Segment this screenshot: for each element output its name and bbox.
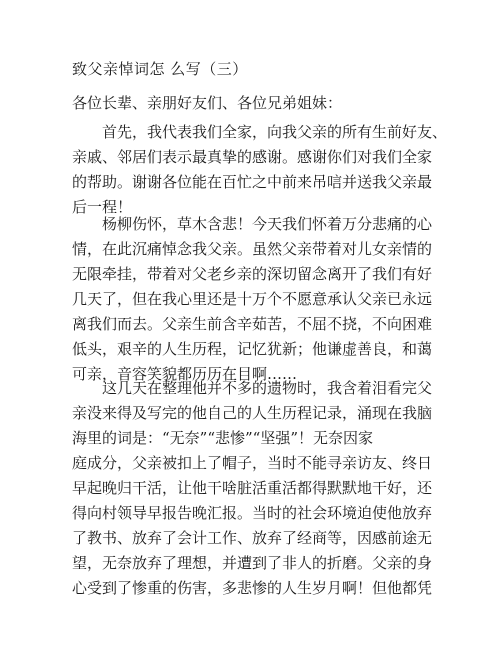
paragraph-line: 首先，我代表我们全家，向我父亲的所有生前好友、 xyxy=(102,123,448,141)
paragraph-line: 的帮助。谢谢各位能在百忙之中前来吊唁并送我父亲最 xyxy=(72,173,433,191)
paragraph-line: 离我们而去。父亲生前含辛茹苦，不屈不挠，不向困难 xyxy=(72,315,433,333)
paragraph-line: 后一程！ xyxy=(72,198,133,216)
paragraph-line: 海里的词是：“无奈”“悲惨”“坚强”！无奈因家 xyxy=(72,429,374,447)
paragraph-2 xyxy=(72,212,432,387)
paragraph-line: 几天了，但在我心里还是十万个不愿意承认父亲已永远 xyxy=(72,290,433,308)
paragraph-line: 望，无奈放弃了理想，并遭到了非人的折磨。父亲的身 xyxy=(72,554,433,572)
paragraph-line: 了教书、放弃了会计工作、放弃了经商等，因感前途无 xyxy=(72,529,433,547)
paragraph-line: 亲戚、邻居们表示最真挚的感谢。感谢你们对我们全家 xyxy=(72,148,433,166)
document-title: 致父亲悼词怎 么写（三） xyxy=(72,60,248,78)
paragraph-line: 庭成分，父亲被扣上了帽子，当时不能寻亲访友、终日 xyxy=(72,454,433,472)
paragraph-line: 得向村领导早报告晚汇报。当时的社会环境迫使他放弃 xyxy=(72,504,433,522)
paragraph-1 xyxy=(72,120,448,220)
paragraph-line: 低头，艰辛的人生历程，记忆犹新；他谦虚善良，和蔼 xyxy=(72,340,433,358)
paragraph-line: 这几天在整理他并不多的遗物时，我含着泪看完父 xyxy=(102,379,433,397)
paragraph-3 xyxy=(72,376,432,601)
paragraph-line: 亲没来得及写完的他自己的人生历程记录，涌现在我脑 xyxy=(72,404,433,422)
paragraph-line: 可亲，音容笑貌都历历在目啊…… xyxy=(72,365,298,383)
paragraph-line: 早起晚归干活，让他干啥脏活重活都得默默地干好，还 xyxy=(72,479,433,497)
paragraph-line: 心受到了惨重的伤害，多悲惨的人生岁月啊！但他都凭 xyxy=(72,579,433,597)
paragraph-line: 杨柳伤怀，草木含悲！今天我们怀着万分悲痛的心 xyxy=(102,215,433,233)
paragraph-line: 无限牵挂，带着对父老乡亲的深切留念离开了我们有好 xyxy=(72,265,433,283)
paragraph-line: 情，在此沉痛悼念我父亲。虽然父亲带着对儿女亲情的 xyxy=(72,240,433,258)
salutation: 各位长辈、亲朋好友们、各位兄弟姐妹： xyxy=(72,94,343,112)
